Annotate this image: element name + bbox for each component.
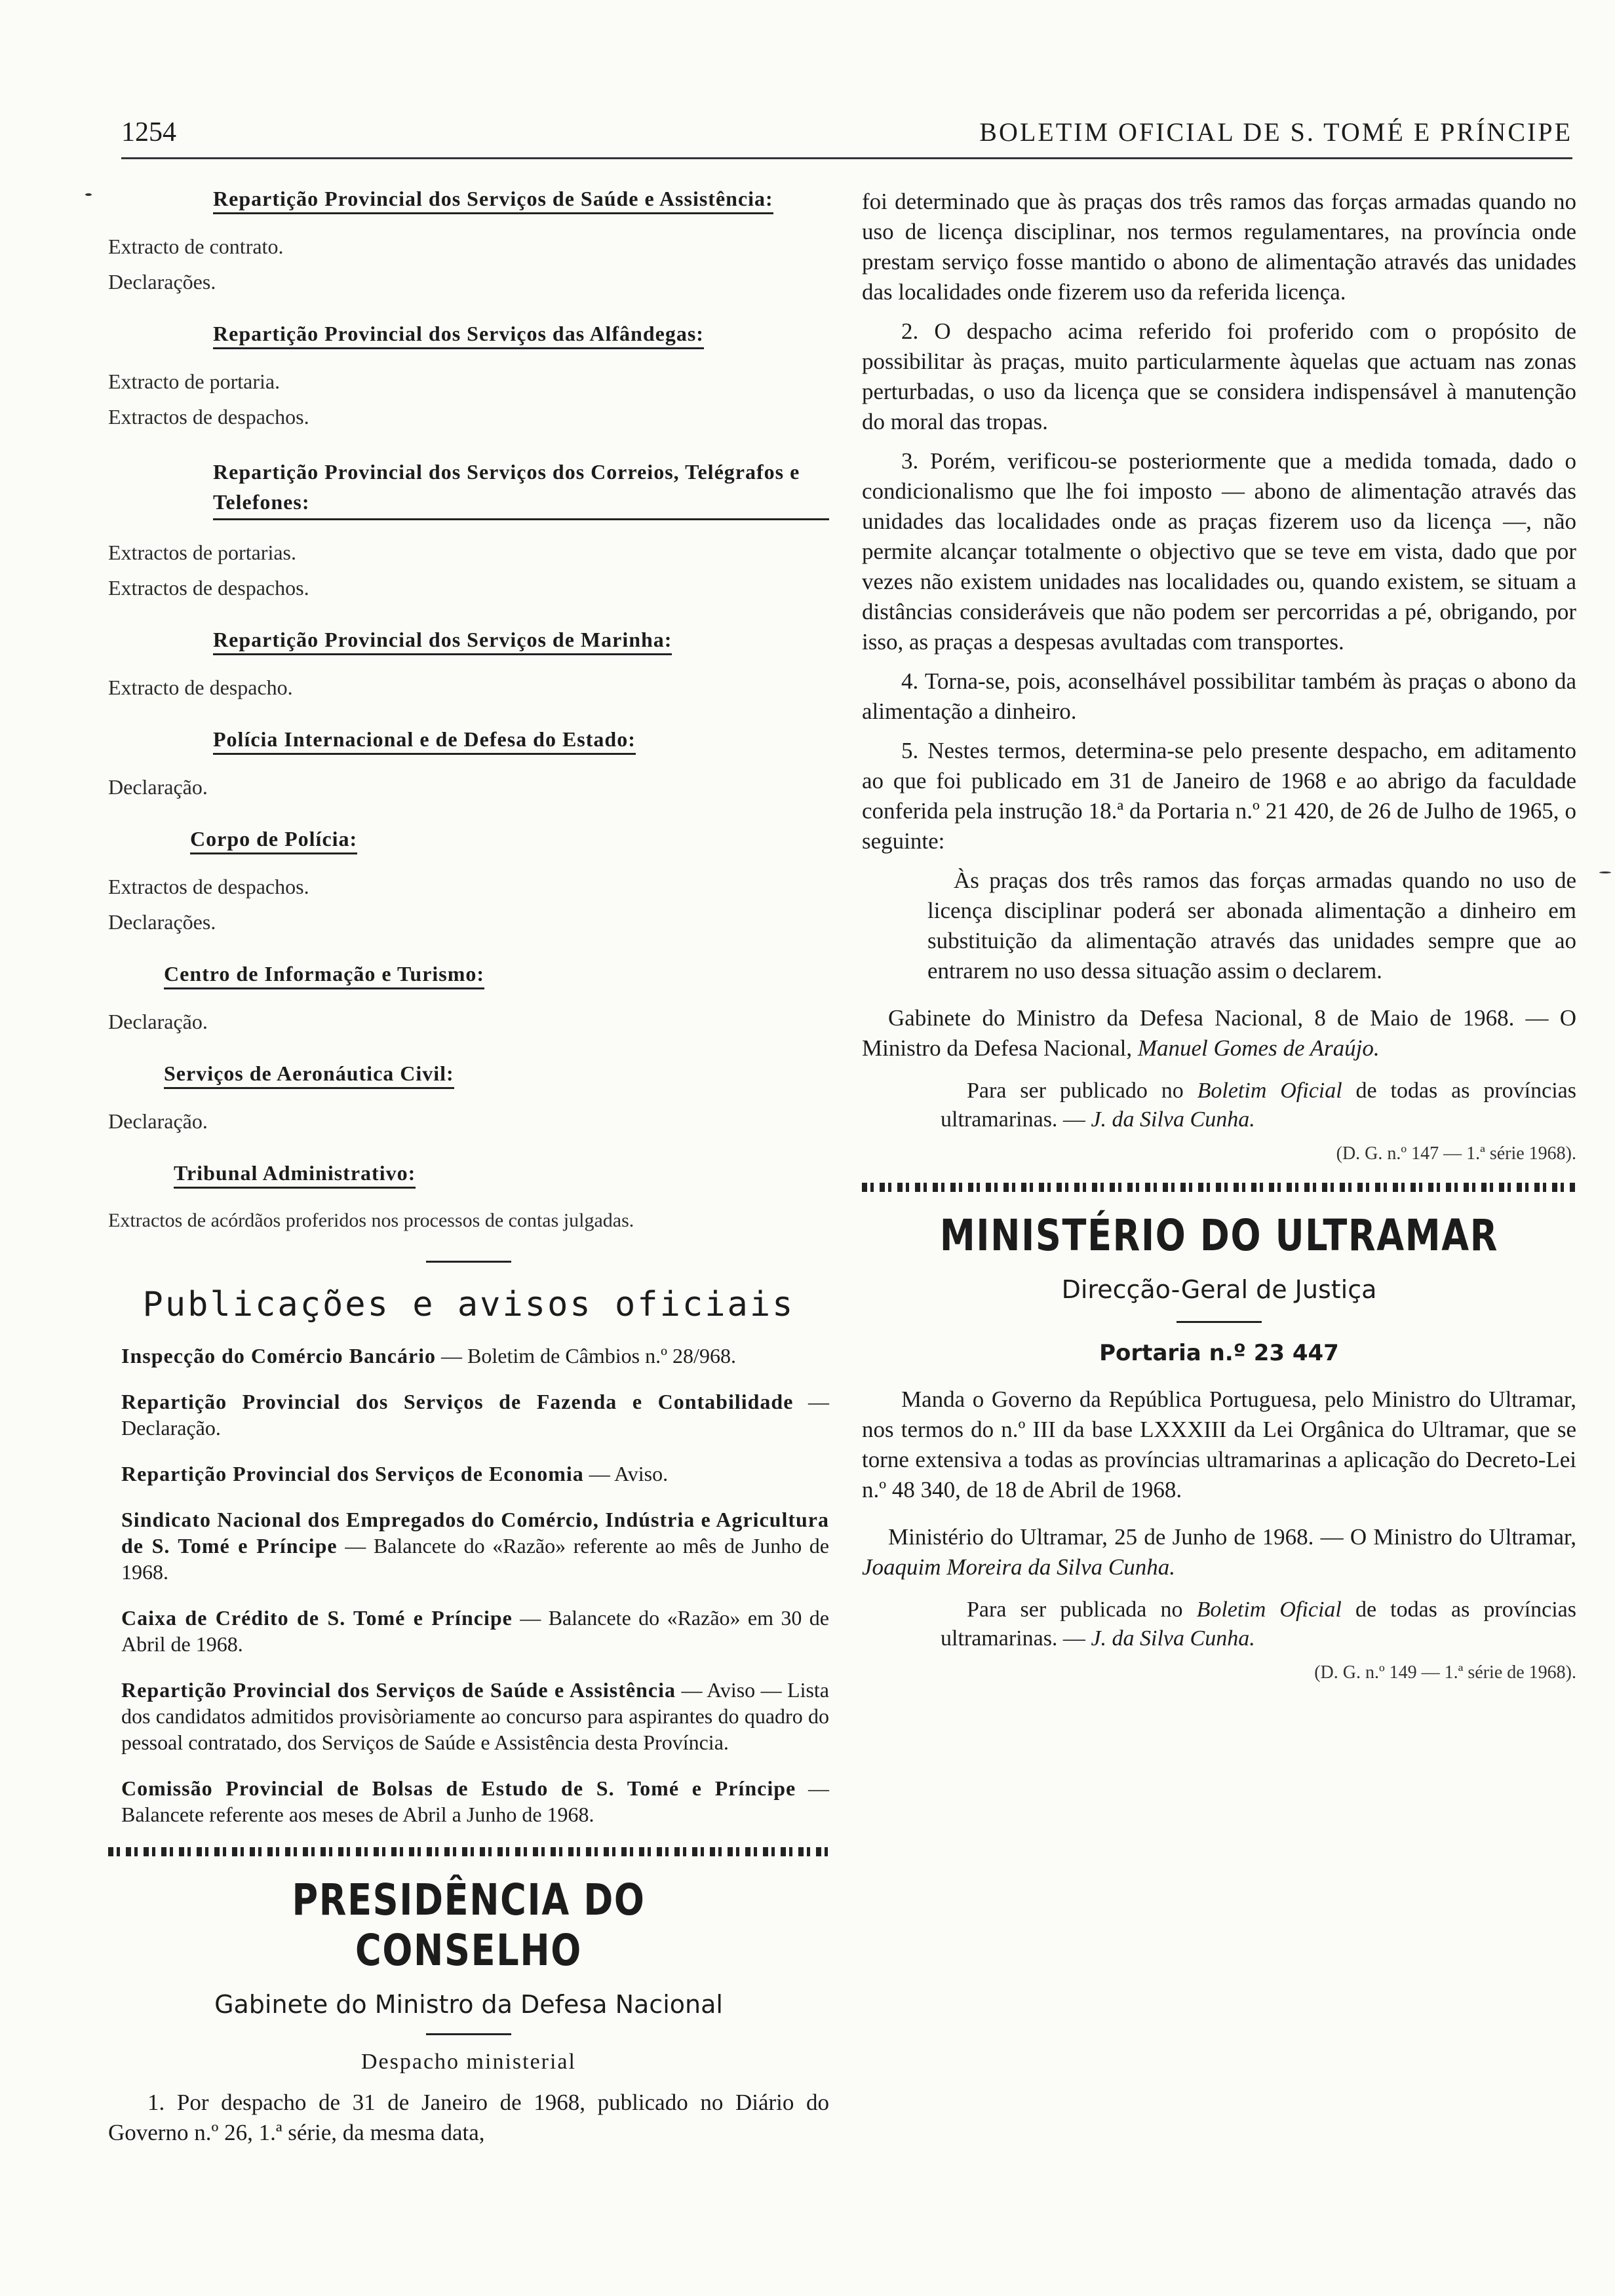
- pubnote-sig: J. da Silva Cunha.: [1091, 1626, 1255, 1651]
- section-title: Repartição Provincial dos Serviços dos Correios, Telégrafos e Telefones:: [213, 457, 829, 520]
- pubnote-rest: de todas as províncias ultramarinas. —: [941, 1598, 1577, 1651]
- pubnote-sig: J. da Silva Cunha.: [1091, 1107, 1255, 1132]
- page-header: [121, 111, 1572, 157]
- section: [108, 628, 829, 655]
- portaria-text: Manda o Governo da República Portuguesa, pelo Ministro do Ultramar, nos termos do n.º III da base LXXXIII da Lei Orgânica do Ultramar, que se torne extensiva a todas as províncias ultramarinas a aplicação do Decreto-Lei n.º 48 340, de 18 de Abril de 1968.: [862, 1387, 1576, 1502]
- publication-item: [121, 1677, 829, 1755]
- publication-head: Repartição Provincial dos Serviços de Saúde e Assistência: [121, 1678, 676, 1702]
- ornamental-rule: [862, 1183, 1576, 1192]
- ministerio-title: MINISTÉRIO DO ULTRAMAR: [939, 1210, 1499, 1261]
- section: [108, 827, 829, 854]
- publication-item: [121, 1388, 829, 1441]
- despacho-signoff: [862, 1003, 1576, 1063]
- section-line: Extractos de acórdãos proferidos nos processos de contas julgadas.: [108, 1210, 634, 1231]
- section: [108, 727, 829, 755]
- publication-item: [121, 1605, 829, 1657]
- despacho-title: Despacho ministerial: [361, 2050, 576, 2074]
- despacho-paragraph-4: 4. Torna-se, pois, aconselhável possibilitar também às praças o abono da alimentação a dinheiro.: [862, 668, 1576, 724]
- publication-head: Repartição Provincial dos Serviços de Fazenda e Contabilidade: [121, 1390, 794, 1413]
- publication-head: Comissão Provincial de Bolsas de Estudo de S. Tomé e Príncipe: [121, 1776, 796, 1800]
- print-speck: [1599, 871, 1611, 873]
- signoff-text: Gabinete do Ministro da Defesa Nacional, 8 de Maio de 1968. — O Ministro da Defesa Nacional,: [862, 1005, 1576, 1061]
- section: [108, 187, 829, 214]
- despacho-paragraph-1: 1. Por despacho de 31 de Janeiro de 1968, publicado no Diário do Governo n.º 26, 1.ª série, da mesma data,: [108, 2090, 829, 2145]
- publication-item: [121, 1343, 829, 1369]
- publication-text: — Balancete do «Razão» referente ao mês de Junho de 1968.: [121, 1534, 830, 1584]
- divider: [426, 2033, 511, 2035]
- publication-head: Sindicato Nacional dos Empregados do Comércio, Indústria e Agricultura de S. Tomé e Príncipe: [121, 1508, 829, 1558]
- signoff-name: Manuel Gomes de Araújo.: [1137, 1035, 1380, 1061]
- diario-reference: (D. G. n.º 147 — 1.ª série 1968).: [1336, 1143, 1576, 1164]
- portaria-signoff-text: Ministério do Ultramar, 25 de Junho de 1968. — O Ministro do Ultramar,: [888, 1524, 1576, 1550]
- section-title: Tribunal Administrativo:: [174, 1161, 416, 1189]
- despacho-paragraph-1-cont: foi determinado que às praças dos três ramos das forças armadas quando no uso de licença disciplinar, nos termos regulamentares, na província onde prestam serviço fosse mantido o abono de alimentação através das unidades das localidades onde fizerem uso da referida licença.: [862, 189, 1576, 305]
- right-column: [862, 187, 1576, 1699]
- page-number: 1254: [121, 117, 176, 147]
- publication-text: — Aviso.: [583, 1462, 669, 1485]
- publication-head: Caixa de Crédito de S. Tomé e Príncipe: [121, 1606, 513, 1630]
- publication-text: — Boletim de Câmbios n.º 28/968.: [436, 1344, 736, 1368]
- publication-head: Inspecção do Comércio Bancário: [121, 1344, 437, 1368]
- portaria-title: Portaria n.º 23 447: [1099, 1340, 1339, 1366]
- publication-head: Repartição Provincial dos Serviços de Economia: [121, 1462, 584, 1485]
- section: [108, 457, 829, 520]
- publication-item: [121, 1461, 829, 1487]
- running-title: BOLETIM OFICIAL DE S. TOMÉ E PRÍNCIPE: [979, 117, 1572, 147]
- section: [108, 962, 829, 989]
- header-rule: [121, 157, 1572, 159]
- diario-reference: (D. G. n.º 149 — 1.ª série de 1968).: [1314, 1662, 1576, 1683]
- pubnote-em: Boletim Oficial: [1196, 1598, 1342, 1622]
- section: [108, 1161, 829, 1189]
- portaria-signoff: [862, 1522, 1576, 1582]
- publication-note: [941, 1077, 1576, 1134]
- publication-text: — Declaração.: [121, 1390, 830, 1440]
- section-title: Corpo de Polícia:: [190, 827, 357, 854]
- despacho-paragraph-3: 3. Porém, verificou-se posteriormente que a medida tomada, dado o condicionalismo que lhe foi imposto — abono de alimentação através das unidades das localidades onde as praças fizerem uso da licença —, não permite alcançar totalmente o objectivo que se teve em vista, dado que por vezes não existem unidades nas localidades ou, quando existem, se situam a distâncias consideráveis que não podem ser percorridas a pé, obrigando, por isso, as praças a despesas avultadas com transportes.: [862, 448, 1576, 655]
- section-line: Declaração.: [108, 1109, 208, 1133]
- section-title: Polícia Internacional e de Defesa do Estado:: [213, 727, 636, 755]
- portaria-signoff-name: Joaquim Moreira da Silva Cunha.: [862, 1554, 1175, 1580]
- section-title: Repartição Provincial dos Serviços de Saúde e Assistência:: [213, 187, 773, 214]
- section-line: Declaração.: [108, 1010, 208, 1033]
- section-line: Declaração.: [108, 775, 208, 799]
- publication-item: [121, 1775, 829, 1827]
- section-line: Extracto de portaria.: [108, 370, 281, 393]
- despacho-paragraph-2: 2. O despacho acima referido foi proferido com o propósito de possibilitar às praças, muito particularmente àquelas que actuam nas zonas perturbadas, o uso da licença que se considera indispensável à manutenção do moral das tropas.: [862, 318, 1576, 434]
- print-speck: [85, 193, 92, 196]
- pubnote-text: Para ser publicado no: [967, 1079, 1197, 1103]
- section-line: Extractos de despachos.: [108, 875, 309, 898]
- pubnote-text: Para ser publicada no: [967, 1598, 1197, 1622]
- despacho-quote: Às praças dos três ramos das forças armadas quando no uso de licença disciplinar poderá ser abonada alimentação a dinheiro em substituição da alimentação através das unidades sempre que ao entrarem no uso dessa situação assim o declarem.: [927, 868, 1576, 984]
- section-line: Extracto de contrato.: [108, 235, 284, 258]
- publication-text: — Aviso — Lista dos candidatos admitidos provisòriamente ao concurso para aspirantes do quadro do pessoal contratado, dos Serviços de Saúde e Assistência desta Província.: [121, 1678, 830, 1754]
- publication-text: — Balancete referente aos meses de Abril a Junho de 1968.: [121, 1776, 830, 1826]
- section-line: Extracto de despacho.: [108, 676, 293, 699]
- despacho-paragraph-5: 5. Nestes termos, determina-se pelo presente despacho, em aditamento ao que foi publicado em 31 de Janeiro de 1968 e ao abrigo da faculdade conferida pela instrução 18.ª da Portaria n.º 21 420, de 26 de Julho de 1965, o seguinte:: [862, 738, 1576, 854]
- publication-item: [121, 1506, 829, 1585]
- gabinete-subtitle: Gabinete do Ministro da Defesa Nacional: [214, 1990, 723, 2019]
- section-line: Declarações.: [108, 910, 216, 934]
- section: [108, 322, 829, 349]
- section-line: Extractos de despachos.: [108, 405, 309, 429]
- divider: [426, 1261, 511, 1263]
- portaria-publication-note: [941, 1596, 1576, 1653]
- pubnote-em: Boletim Oficial: [1197, 1079, 1342, 1103]
- section-line: Extractos de portarias.: [108, 541, 296, 564]
- direccao-subtitle: Direcção-Geral de Justiça: [1061, 1275, 1377, 1304]
- pubnote-rest: de todas as províncias ultramarinas. —: [941, 1079, 1576, 1132]
- section-title: Serviços de Aeronáutica Civil:: [164, 1062, 454, 1089]
- section-title: Repartição Provincial dos Serviços das Alfândegas:: [213, 322, 704, 349]
- section-line: Extractos de despachos.: [108, 576, 309, 600]
- left-column: [108, 187, 829, 2157]
- section-title: Repartição Provincial dos Serviços de Marinha:: [213, 628, 672, 655]
- ornamental-rule: [108, 1847, 829, 1856]
- publication-text: — Balancete do «Razão» em 30 de Abril de 1968.: [121, 1606, 830, 1656]
- publications-title: Publicações e avisos oficiais: [142, 1285, 795, 1324]
- section-title: Centro de Informação e Turismo:: [164, 962, 484, 989]
- section-line: Declarações.: [108, 270, 216, 294]
- divider: [1177, 1321, 1262, 1323]
- presidencia-title: PRESIDÊNCIA DO CONSELHO: [292, 1875, 646, 1976]
- section: [108, 1062, 829, 1089]
